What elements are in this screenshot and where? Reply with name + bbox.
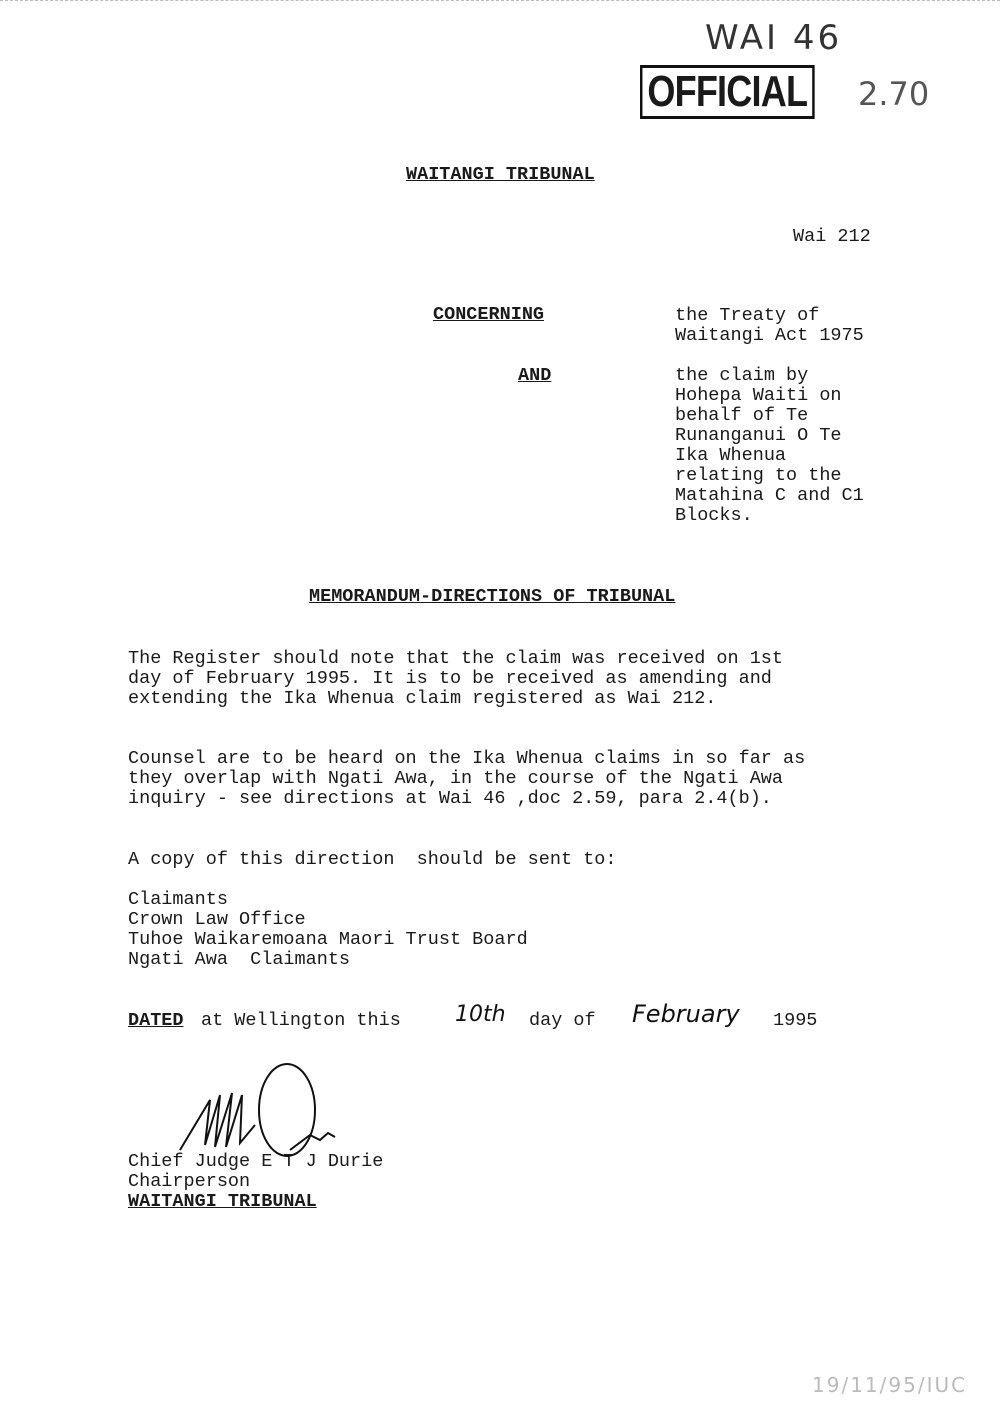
line: relating to the [675,465,842,486]
doc-number: 2.70 [858,75,930,113]
recipient: Tuhoe Waikaremoana Maori Trust Board [128,929,528,950]
line: they overlap with Ngati Awa, in the course of the Ngati Awa [128,768,784,789]
signature-icon [160,1055,360,1165]
concerning-text [675,306,864,346]
copy-line: A copy of this direction should be sent to: [128,849,617,870]
day-of-text: day of [529,1010,596,1031]
line: Blocks. [675,505,753,526]
line: Hohepa Waiti on [675,385,842,406]
signature-block [128,1152,383,1212]
dated-label: DATED [128,1010,184,1031]
line: Counsel are to be heard on the Ika Whenua claims in so far as [128,748,806,769]
line: day of February 1995. It is to be received as amending and [128,668,772,689]
line: The Register should note that the claim was received on 1st [128,648,784,669]
handwritten-ref: WAI 46 [705,18,843,58]
handwritten-day: 10th [455,1002,506,1027]
signatory-org: WAITANGI TRIBUNAL [128,1191,317,1212]
line: the Treaty of [675,305,820,326]
recipients-list [128,890,528,970]
paragraph-1 [128,649,783,709]
concerning-label: CONCERNING [433,304,545,325]
and-label: AND [518,365,552,386]
official-stamp: OFFICIAL [640,65,815,119]
line: the claim by [675,365,809,386]
footer-note: 19/11/95/IUC [812,1373,968,1397]
wai-number: Wai 212 [793,226,871,247]
line: extending the Ika Whenua claim registered as Wai 212. [128,688,717,709]
line: Matahina C and C1 [675,485,864,506]
paragraph-2 [128,749,805,809]
header-title: WAITANGI TRIBUNAL [406,164,595,185]
recipient: Ngati Awa Claimants [128,949,351,970]
signatory-name: Chief Judge E T J Durie [128,1151,384,1172]
line: Ika Whenua [675,445,787,466]
line: Waitangi Act 1975 [675,325,864,346]
signatory-role: Chairperson [128,1171,251,1192]
recipient: Crown Law Office [128,909,306,930]
year: 1995 [773,1010,818,1031]
line: Runanganui O Te [675,425,842,446]
recipient: Claimants [128,889,228,910]
handwritten-month: February [632,1000,740,1028]
line: inquiry - see directions at Wai 46 ,doc 2.59, para 2.4(b). [128,788,772,809]
claim-text [675,366,864,526]
dated-text: at Wellington this [201,1010,401,1031]
line: behalf of Te [675,405,809,426]
scan-edge [0,0,1000,5]
memo-title: MEMORANDUM-DIRECTIONS OF TRIBUNAL [309,586,676,607]
